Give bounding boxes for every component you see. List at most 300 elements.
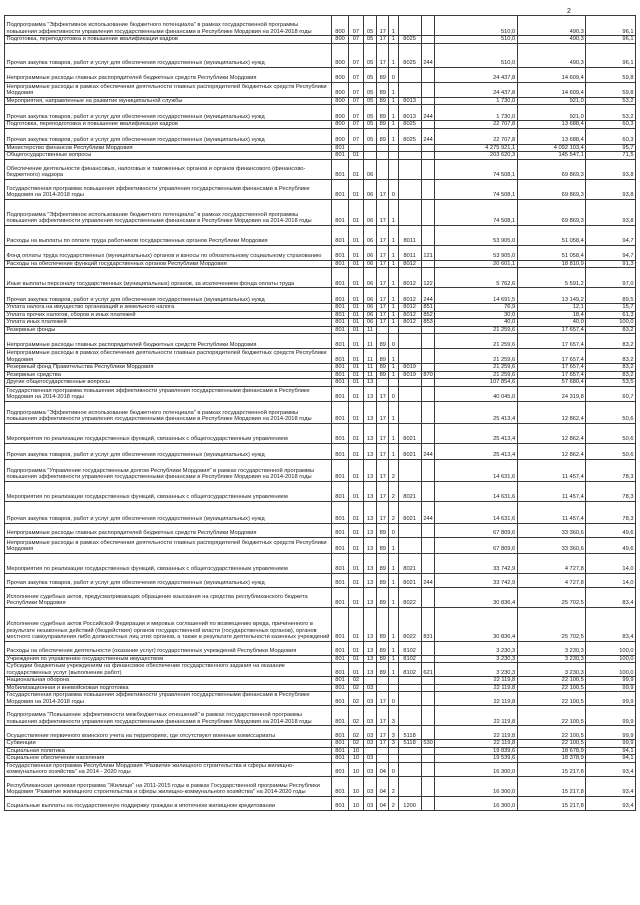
row-name: Расходы на выплаты по оплате труда работников государственных органов Республики Мордовия: [5, 225, 332, 245]
cell-vr: [421, 459, 435, 481]
cell-executed: 22 100,5: [517, 677, 586, 685]
cell-rz: 01: [348, 607, 363, 641]
cell-csr-subprogram: [389, 755, 398, 763]
cell-vr: [421, 762, 435, 776]
cell-grbs: 801: [332, 607, 349, 641]
cell-csr-program: [377, 326, 389, 334]
cell-vr: 122: [421, 268, 435, 288]
cell-pr: 06: [363, 199, 377, 225]
cell-csr-direction: [398, 776, 421, 796]
cell-grbs: 801: [332, 199, 349, 225]
cell-csr-direction: [398, 537, 421, 553]
cell-csr-subprogram: 1: [389, 16, 398, 36]
cell-csr-direction: [398, 677, 421, 685]
cell-percent: 49,6: [586, 537, 636, 553]
cell-vr: [421, 225, 435, 245]
cell-pr: 06: [363, 260, 377, 268]
cell-csr-program: 17: [377, 304, 389, 312]
cell-csr-direction: 8021: [398, 481, 421, 501]
cell-pr: 05: [363, 128, 377, 144]
cell-rz: 02: [348, 677, 363, 685]
cell-csr-direction: [398, 199, 421, 225]
row-name: Национальная оборона: [5, 677, 332, 685]
cell-pr: [363, 747, 377, 755]
cell-grbs: 801: [332, 706, 349, 726]
row-name: Мероприятия по реализации государственных функций, связанных с общегосударственным управлением: [5, 481, 332, 501]
cell-executed: 11 457,4: [517, 481, 586, 501]
cell-executed: 33 360,6: [517, 537, 586, 553]
cell-csr-subprogram: 1: [389, 225, 398, 245]
row-name: Мобилизационная и вневойсковая подготовка: [5, 684, 332, 692]
cell-percent: 83,2: [586, 364, 636, 372]
table-row: [5, 245, 636, 260]
cell-rz: [348, 144, 363, 152]
cell-csr-program: 17: [377, 481, 389, 501]
cell-plan: 3 230,3: [435, 641, 517, 655]
cell-grbs: 801: [332, 349, 349, 364]
cell-csr-direction: 8102: [398, 663, 421, 677]
cell-csr-direction: 8102: [398, 655, 421, 663]
cell-csr-direction: 8012: [398, 319, 421, 327]
cell-percent: 100,0: [586, 641, 636, 655]
cell-pr: 03: [363, 755, 377, 763]
cell-grbs: 800: [332, 121, 349, 129]
cell-csr-program: 17: [377, 36, 389, 44]
cell-vr: [421, 179, 435, 199]
cell-plan: 67 809,6: [435, 537, 517, 553]
cell-executed: 51 058,4: [517, 245, 586, 260]
cell-executed: 3 230,3: [517, 655, 586, 663]
cell-plan: 21 259,6: [435, 326, 517, 334]
cell-vr: [421, 684, 435, 692]
cell-pr: 13: [363, 459, 377, 481]
cell-executed: 490,3: [517, 43, 586, 67]
row-name: Уплата налога на имущество организаций и земельного налога: [5, 304, 332, 312]
table-row: [5, 481, 636, 501]
cell-pr: 11: [363, 364, 377, 372]
cell-percent: 96,1: [586, 36, 636, 44]
cell-percent: 49,6: [586, 523, 636, 537]
cell-csr-program: 89: [377, 364, 389, 372]
cell-csr-program: 89: [377, 523, 389, 537]
cell-pr: 06: [363, 179, 377, 199]
cell-rz: 01: [348, 152, 363, 160]
cell-rz: 01: [348, 304, 363, 312]
cell-grbs: 800: [332, 67, 349, 82]
cell-grbs: 801: [332, 423, 349, 443]
table-row: [5, 43, 636, 67]
table-row: [5, 684, 636, 692]
cell-csr-direction: 8025: [398, 128, 421, 144]
cell-grbs: 801: [332, 776, 349, 796]
table-row: [5, 553, 636, 573]
cell-csr-subprogram: 1: [389, 36, 398, 44]
row-name: Непрограммные расходы главных распорядителей бюджетных средств Республики Мордовия: [5, 523, 332, 537]
cell-vr: [421, 144, 435, 152]
cell-csr-subprogram: [389, 144, 398, 152]
cell-grbs: 800: [332, 43, 349, 67]
cell-grbs: 801: [332, 655, 349, 663]
cell-vr: [421, 587, 435, 607]
cell-rz: 07: [348, 16, 363, 36]
cell-csr-direction: 8021: [398, 553, 421, 573]
row-name: Расходы на обеспечение деятельности (оказание услуг) государственных учреждений Республики Мордовия: [5, 641, 332, 655]
cell-grbs: 801: [332, 796, 349, 810]
cell-pr: 11: [363, 349, 377, 364]
cell-vr: [421, 379, 435, 387]
cell-executed: 3 230,3: [517, 641, 586, 655]
cell-percent: 83,2: [586, 334, 636, 349]
cell-plan: 22 119,8: [435, 726, 517, 740]
cell-csr-direction: [398, 379, 421, 387]
cell-rz: 02: [348, 706, 363, 726]
cell-vr: 244: [421, 105, 435, 121]
cell-plan: 22 119,8: [435, 684, 517, 692]
cell-executed: 69 869,3: [517, 159, 586, 179]
row-name: Непрограммные расходы в рамках обеспечения деятельности главных распорядителей бюджетных средств Республики Мордовия: [5, 82, 332, 97]
cell-pr: 13: [363, 386, 377, 401]
cell-percent: 60,7: [586, 386, 636, 401]
cell-percent: 94,1: [586, 755, 636, 763]
cell-plan: 22 707,8: [435, 121, 517, 129]
cell-percent: 60,3: [586, 128, 636, 144]
cell-csr-program: 89: [377, 537, 389, 553]
cell-percent: 91,3: [586, 260, 636, 268]
cell-percent: 99,9: [586, 677, 636, 685]
cell-plan: 21 259,6: [435, 371, 517, 379]
cell-pr: 13: [363, 655, 377, 663]
row-name: Подпрограмма "Управление государственным долгом Республики Мордовия" в рамках государственной программы повышения эффективности управления государственными финансами в Республике Мордовия на 2014-2018 годы: [5, 459, 332, 481]
cell-executed: 17 657,4: [517, 334, 586, 349]
cell-plan: 1 730,0: [435, 97, 517, 105]
cell-csr-subprogram: 1: [389, 443, 398, 459]
cell-csr-program: 17: [377, 199, 389, 225]
row-name: Непрограммные расходы в рамках обеспечения деятельности главных распорядителей бюджетных средств Республики Мордовия: [5, 349, 332, 364]
cell-csr-program: 17: [377, 245, 389, 260]
cell-csr-subprogram: 1: [389, 311, 398, 319]
cell-pr: [363, 144, 377, 152]
cell-grbs: 801: [332, 288, 349, 304]
cell-plan: 21 259,6: [435, 334, 517, 349]
cell-rz: 02: [348, 740, 363, 748]
cell-csr-program: 89: [377, 334, 389, 349]
cell-pr: 13: [363, 641, 377, 655]
row-name: Подготовка, переподготовка и повышение квалификации кадров: [5, 36, 332, 44]
cell-csr-program: 89: [377, 371, 389, 379]
table-row: [5, 304, 636, 312]
cell-grbs: 801: [332, 364, 349, 372]
cell-grbs: 801: [332, 152, 349, 160]
cell-csr-subprogram: 3: [389, 740, 398, 748]
row-name: Государственная программа повышения эффективности управления государственными финансами в Республике Мордовия на 2014-2018 годы: [5, 179, 332, 199]
row-name: Расходы на обеспечение функций государственных органов Республики Мордовия: [5, 260, 332, 268]
cell-executed: 921,0: [517, 97, 586, 105]
cell-csr-direction: 8022: [398, 587, 421, 607]
cell-pr: 06: [363, 225, 377, 245]
cell-vr: [421, 67, 435, 82]
cell-csr-subprogram: 1: [389, 245, 398, 260]
cell-rz: 07: [348, 43, 363, 67]
cell-rz: 07: [348, 67, 363, 82]
cell-rz: 01: [348, 334, 363, 349]
cell-rz: 07: [348, 36, 363, 44]
cell-executed: 22 100,5: [517, 684, 586, 692]
cell-csr-program: 89: [377, 573, 389, 587]
cell-csr-direction: [398, 326, 421, 334]
cell-plan: 74 508,1: [435, 159, 517, 179]
cell-percent: 94,7: [586, 225, 636, 245]
cell-pr: 03: [363, 740, 377, 748]
cell-csr-subprogram: 1: [389, 663, 398, 677]
cell-executed: 33 360,6: [517, 523, 586, 537]
cell-csr-direction: [398, 16, 421, 36]
cell-pr: 03: [363, 776, 377, 796]
cell-csr-subprogram: 0: [389, 762, 398, 776]
cell-vr: [421, 747, 435, 755]
cell-pr: 06: [363, 245, 377, 260]
cell-percent: 93,8: [586, 159, 636, 179]
table-body: [5, 16, 636, 811]
cell-csr-direction: 5118: [398, 740, 421, 748]
cell-csr-direction: 8021: [398, 501, 421, 523]
row-name: Подпрограмма "Эффективное использование бюджетного потенциала" в рамках государственной программы повышения эффективности управления государственными финансами в Республике Мордовия на 2014-2018 годы: [5, 401, 332, 423]
table-row: [5, 225, 636, 245]
cell-csr-subprogram: 2: [389, 796, 398, 810]
row-name: Иные выплаты персоналу государственных (муниципальных) органов, за исключением фонда оплаты труда: [5, 268, 332, 288]
cell-grbs: 801: [332, 762, 349, 776]
cell-plan: 20 601,1: [435, 260, 517, 268]
cell-percent: 100,0: [586, 655, 636, 663]
cell-vr: [421, 692, 435, 706]
table-row: [5, 179, 636, 199]
cell-vr: [421, 260, 435, 268]
cell-plan: 22 119,8: [435, 706, 517, 726]
cell-rz: 01: [348, 311, 363, 319]
cell-plan: 74 508,1: [435, 199, 517, 225]
cell-vr: [421, 159, 435, 179]
table-row: [5, 401, 636, 423]
cell-pr: 05: [363, 43, 377, 67]
cell-csr-program: 89: [377, 587, 389, 607]
cell-csr-program: [377, 144, 389, 152]
cell-grbs: 801: [332, 726, 349, 740]
cell-plan: 203 620,3: [435, 152, 517, 160]
cell-percent: 83,2: [586, 371, 636, 379]
cell-csr-subprogram: 1: [389, 587, 398, 607]
cell-grbs: 801: [332, 304, 349, 312]
table-row: [5, 692, 636, 706]
table-row: [5, 537, 636, 553]
cell-vr: [421, 523, 435, 537]
cell-plan: 40 045,0: [435, 386, 517, 401]
cell-vr: 244: [421, 443, 435, 459]
cell-rz: 01: [348, 523, 363, 537]
cell-csr-subprogram: 1: [389, 423, 398, 443]
cell-csr-subprogram: 0: [389, 179, 398, 199]
table-row: [5, 334, 636, 349]
cell-csr-subprogram: [389, 677, 398, 685]
cell-csr-program: 89: [377, 105, 389, 121]
cell-csr-program: 17: [377, 443, 389, 459]
table-row: [5, 311, 636, 319]
row-name: Прочая закупка товаров, работ и услуг для обеспечения государственных (муниципальных) нужд: [5, 443, 332, 459]
cell-csr-direction: 8012: [398, 288, 421, 304]
page-number: 2: [567, 8, 571, 15]
cell-percent: 15,7: [586, 304, 636, 312]
cell-csr-subprogram: 2: [389, 481, 398, 501]
table-row: [5, 152, 636, 160]
cell-executed: 11 457,4: [517, 459, 586, 481]
cell-percent: 100,0: [586, 663, 636, 677]
cell-pr: [363, 677, 377, 685]
cell-rz: 02: [348, 692, 363, 706]
cell-csr-program: 17: [377, 260, 389, 268]
cell-percent: 96,1: [586, 43, 636, 67]
cell-grbs: 800: [332, 97, 349, 105]
table-row: [5, 128, 636, 144]
cell-rz: 10: [348, 762, 363, 776]
cell-percent: 83,2: [586, 349, 636, 364]
cell-vr: 244: [421, 288, 435, 304]
cell-plan: 40,0: [435, 319, 517, 327]
cell-csr-program: 17: [377, 459, 389, 481]
cell-grbs: 801: [332, 553, 349, 573]
cell-csr-direction: [398, 334, 421, 349]
cell-pr: 06: [363, 268, 377, 288]
cell-csr-direction: [398, 755, 421, 763]
cell-percent: 59,8: [586, 82, 636, 97]
cell-executed: 14 609,4: [517, 67, 586, 82]
cell-grbs: 801: [332, 371, 349, 379]
table-row: [5, 607, 636, 641]
cell-csr-program: [377, 152, 389, 160]
table-row: [5, 747, 636, 755]
cell-csr-subprogram: 2: [389, 459, 398, 481]
cell-executed: 13 149,2: [517, 288, 586, 304]
cell-csr-direction: [398, 747, 421, 755]
row-name: Подготовка, переподготовка и повышение квалификации кадров: [5, 121, 332, 129]
cell-csr-subprogram: 0: [389, 692, 398, 706]
cell-vr: 244: [421, 501, 435, 523]
row-name: Резервные средства: [5, 371, 332, 379]
cell-percent: 78,3: [586, 459, 636, 481]
cell-pr: [363, 152, 377, 160]
cell-grbs: 800: [332, 82, 349, 97]
cell-csr-program: [377, 677, 389, 685]
cell-executed: 17 657,4: [517, 326, 586, 334]
row-name: Подпрограмма "Повышение эффективности межбюджетных отношений" в рамках государственной программы повышения эффективности управления государственными финансами в Республике Мордовия на 2014-2018 годы: [5, 706, 332, 726]
cell-executed: 145 547,1: [517, 152, 586, 160]
cell-executed: 15 217,8: [517, 762, 586, 776]
cell-csr-subprogram: 0: [389, 386, 398, 401]
cell-grbs: 801: [332, 179, 349, 199]
cell-pr: 05: [363, 16, 377, 36]
cell-csr-program: 89: [377, 607, 389, 641]
table-row: [5, 677, 636, 685]
table-row: [5, 796, 636, 810]
cell-grbs: 801: [332, 641, 349, 655]
cell-executed: 490,3: [517, 16, 586, 36]
cell-vr: [421, 423, 435, 443]
table-row: [5, 349, 636, 364]
cell-plan: 16 300,0: [435, 762, 517, 776]
cell-rz: 01: [348, 663, 363, 677]
cell-csr-direction: [398, 349, 421, 364]
cell-grbs: 801: [332, 587, 349, 607]
cell-grbs: 801: [332, 523, 349, 537]
cell-grbs: 801: [332, 692, 349, 706]
cell-rz: 01: [348, 326, 363, 334]
table-row: [5, 776, 636, 796]
table-row: [5, 740, 636, 748]
cell-vr: [421, 97, 435, 105]
cell-csr-program: 89: [377, 663, 389, 677]
cell-grbs: 801: [332, 386, 349, 401]
cell-pr: 05: [363, 97, 377, 105]
row-name: Социальное обеспечение населения: [5, 755, 332, 763]
table-row: [5, 501, 636, 523]
cell-csr-subprogram: 0: [389, 67, 398, 82]
cell-executed: 13 688,4: [517, 128, 586, 144]
cell-csr-direction: [398, 523, 421, 537]
row-name: Прочая закупка товаров, работ и услуг для обеспечения государственных (муниципальных) нужд: [5, 43, 332, 67]
cell-rz: 01: [348, 379, 363, 387]
cell-rz: 07: [348, 128, 363, 144]
cell-plan: 30 836,4: [435, 587, 517, 607]
cell-grbs: 801: [332, 260, 349, 268]
cell-percent: 99,9: [586, 692, 636, 706]
table-row: [5, 67, 636, 82]
row-name: Мероприятия по реализации государственных функций, связанных с общегосударственным управлением: [5, 423, 332, 443]
table-row: [5, 523, 636, 537]
cell-rz: 01: [348, 159, 363, 179]
cell-pr: 03: [363, 706, 377, 726]
row-name: Государственная программа повышения эффективности управления государственными финансами в Республике Мордовия на 2014-2018 годы: [5, 386, 332, 401]
cell-csr-program: 17: [377, 692, 389, 706]
cell-csr-program: 17: [377, 726, 389, 740]
cell-plan: 74 508,1: [435, 179, 517, 199]
cell-executed: 69 869,3: [517, 199, 586, 225]
cell-csr-program: 17: [377, 311, 389, 319]
cell-vr: [421, 755, 435, 763]
cell-csr-direction: 8021: [398, 573, 421, 587]
cell-plan: 107 854,6: [435, 379, 517, 387]
row-name: Резервные фонды: [5, 326, 332, 334]
cell-pr: 13: [363, 443, 377, 459]
cell-vr: [421, 726, 435, 740]
cell-percent: 78,3: [586, 481, 636, 501]
cell-rz: 01: [348, 501, 363, 523]
cell-rz: 01: [348, 641, 363, 655]
cell-percent: 93,4: [586, 796, 636, 810]
cell-vr: [421, 641, 435, 655]
cell-csr-direction: [398, 67, 421, 82]
cell-rz: 01: [348, 655, 363, 663]
cell-percent: 50,6: [586, 443, 636, 459]
cell-grbs: 801: [332, 573, 349, 587]
cell-grbs: 801: [332, 740, 349, 748]
cell-executed: 51 058,4: [517, 225, 586, 245]
cell-pr: 13: [363, 423, 377, 443]
cell-rz: 07: [348, 105, 363, 121]
cell-csr-direction: [398, 459, 421, 481]
cell-csr-program: [377, 159, 389, 179]
cell-plan: 510,0: [435, 43, 517, 67]
cell-plan: 1 730,0: [435, 105, 517, 121]
cell-executed: 4 727,8: [517, 573, 586, 587]
cell-grbs: 801: [332, 459, 349, 481]
cell-rz: 01: [348, 573, 363, 587]
